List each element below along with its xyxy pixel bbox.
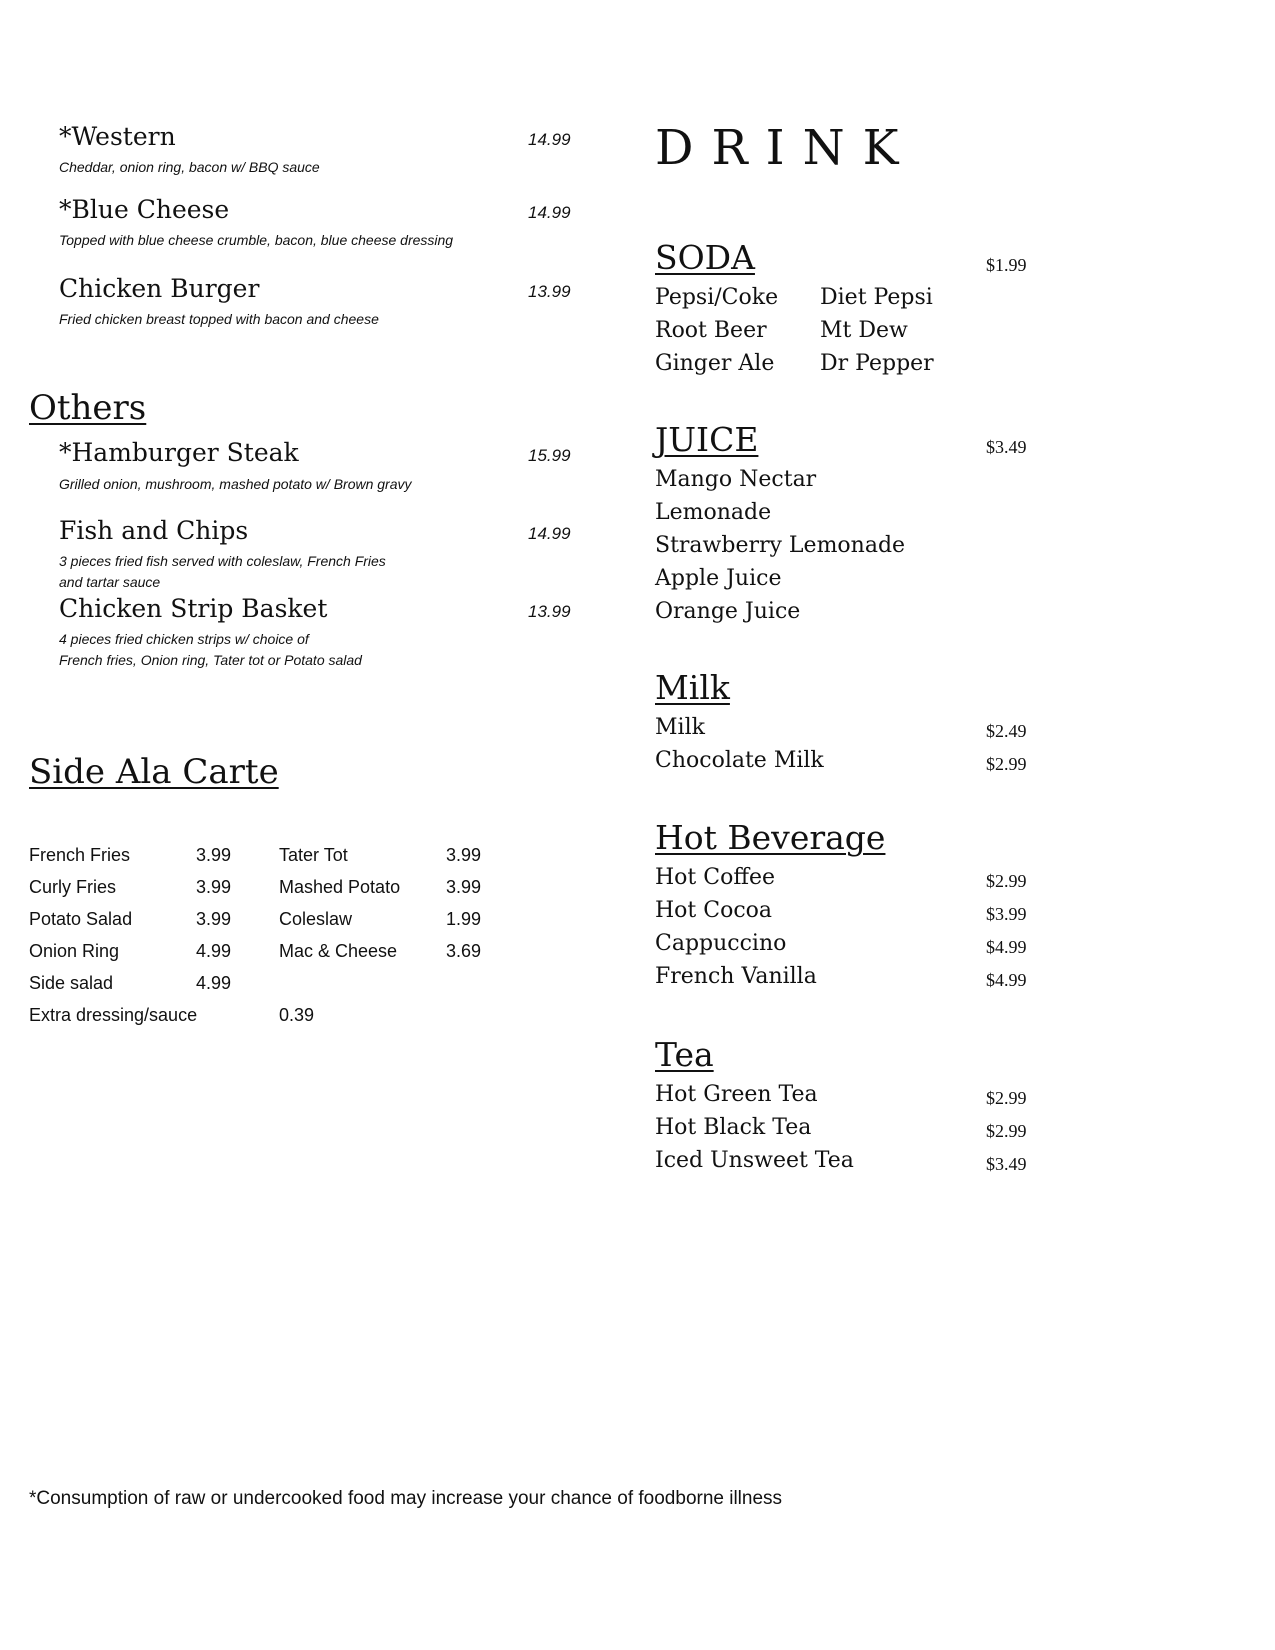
side-item-name: Mashed Potato xyxy=(279,877,401,897)
drink-price: $4.99 xyxy=(986,970,1027,990)
menu-item-description: 3 pieces fried fish served with coleslaw, French Fries xyxy=(59,553,386,569)
side-item-name: Potato Salad xyxy=(29,909,133,929)
drink-item: Mango Nectar xyxy=(655,467,817,492)
side-item-name: Tater Tot xyxy=(279,845,348,865)
drink-item: Lemonade xyxy=(655,500,772,525)
drink-price: $3.49 xyxy=(986,1154,1027,1174)
menu-item-description: French fries, Onion ring, Tater tot or Potato salad xyxy=(59,652,362,668)
side-item-price: 4.99 xyxy=(196,941,232,961)
menu-item-description: Fried chicken breast topped with bacon and cheese xyxy=(59,311,379,327)
drink-category-milk: Milk xyxy=(655,668,730,707)
section-title-sides: Side Ala Carte xyxy=(29,752,279,792)
side-item-name: Onion Ring xyxy=(29,941,120,961)
drink-item: Milk xyxy=(655,715,705,740)
menu-item-description: and tartar sauce xyxy=(59,574,161,590)
drink-category-juice: JUICE xyxy=(655,420,759,459)
drink-item: Cappuccino xyxy=(655,931,787,956)
footer-disclaimer: *Consumption of raw or undercooked food may increase your chance of foodborne illness xyxy=(29,1488,783,1509)
drink-item: French Vanilla xyxy=(655,964,817,989)
drink-price: $2.99 xyxy=(986,754,1027,774)
menu-item-price: 14.99 xyxy=(528,524,571,543)
drink-price: $4.99 xyxy=(986,937,1027,957)
drink-item: Orange Juice xyxy=(655,599,801,624)
menu-item-name: Fish and Chips xyxy=(59,516,249,545)
side-item-price: 3.69 xyxy=(446,941,482,961)
menu-item-price: 15.99 xyxy=(528,446,571,465)
drink-item: Mt Dew xyxy=(820,318,908,343)
menu-item-price: 13.99 xyxy=(528,282,571,301)
side-item-name: Mac & Cheese xyxy=(279,941,398,961)
drink-price: $2.99 xyxy=(986,1121,1027,1141)
drink-price: $2.99 xyxy=(986,1088,1027,1108)
drink-item: Diet Pepsi xyxy=(820,285,933,310)
drink-item: Hot Black Tea xyxy=(655,1115,812,1140)
drink-price: $3.99 xyxy=(986,904,1027,924)
side-item-price: 3.99 xyxy=(196,877,232,897)
menu-item-name: Chicken Burger xyxy=(59,274,260,303)
section-title-others: Others xyxy=(29,388,147,428)
side-item-name: French Fries xyxy=(29,845,131,865)
side-item-price: 3.99 xyxy=(196,845,232,865)
drink-category-tea: Tea xyxy=(655,1035,714,1074)
menu-item-name: *Blue Cheese xyxy=(59,195,230,224)
drink-price: $2.49 xyxy=(986,721,1027,741)
drink-item: Root Beer xyxy=(655,318,767,343)
menu-item-price: 14.99 xyxy=(528,130,571,149)
menu-item-description: Topped with blue cheese crumble, bacon, blue cheese dressing xyxy=(59,232,454,248)
drink-category-hot-beverage: Hot Beverage xyxy=(655,818,886,857)
menu-item-description: 4 pieces fried chicken strips w/ choice of xyxy=(59,631,309,647)
drink-item: Dr Pepper xyxy=(820,351,934,376)
drink-item: Hot Green Tea xyxy=(655,1082,818,1107)
drink-price: $1.99 xyxy=(986,255,1027,275)
side-item-price: 3.99 xyxy=(196,909,232,929)
side-item-price: 3.99 xyxy=(446,877,482,897)
menu-item-description: Grilled onion, mushroom, mashed potato w/ Brown gravy xyxy=(59,476,412,492)
side-item-name: Side salad xyxy=(29,973,114,993)
drink-item: Hot Cocoa xyxy=(655,898,773,923)
side-item-name: Curly Fries xyxy=(29,877,117,897)
drink-category-soda: SODA xyxy=(655,238,755,277)
side-item-price: 3.99 xyxy=(446,845,482,865)
side-item-name: Coleslaw xyxy=(279,909,353,929)
menu-item-name: *Western xyxy=(59,122,176,151)
drink-item: Hot Coffee xyxy=(655,865,776,890)
drink-item: Pepsi/Coke xyxy=(655,285,779,310)
drink-item: Apple Juice xyxy=(655,566,782,591)
drink-price: $2.99 xyxy=(986,871,1027,891)
drink-item: Strawberry Lemonade xyxy=(655,533,906,558)
menu-item-price: 14.99 xyxy=(528,203,571,222)
drink-price: $3.49 xyxy=(986,437,1027,457)
menu-item-name: Chicken Strip Basket xyxy=(59,594,328,623)
side-item-price: 0.39 xyxy=(279,1005,315,1025)
drink-title: DRINK xyxy=(655,120,917,176)
drink-item: Iced Unsweet Tea xyxy=(655,1148,854,1173)
side-item-price: 4.99 xyxy=(196,973,232,993)
side-item-price: 1.99 xyxy=(446,909,482,929)
drink-item: Chocolate Milk xyxy=(655,748,824,773)
side-item-name: Extra dressing/sauce xyxy=(29,1005,198,1025)
menu-item-price: 13.99 xyxy=(528,602,571,621)
drink-item: Ginger Ale xyxy=(655,351,775,376)
menu-item-description: Cheddar, onion ring, bacon w/ BBQ sauce xyxy=(59,159,320,175)
menu-item-name: *Hamburger Steak xyxy=(59,438,299,467)
